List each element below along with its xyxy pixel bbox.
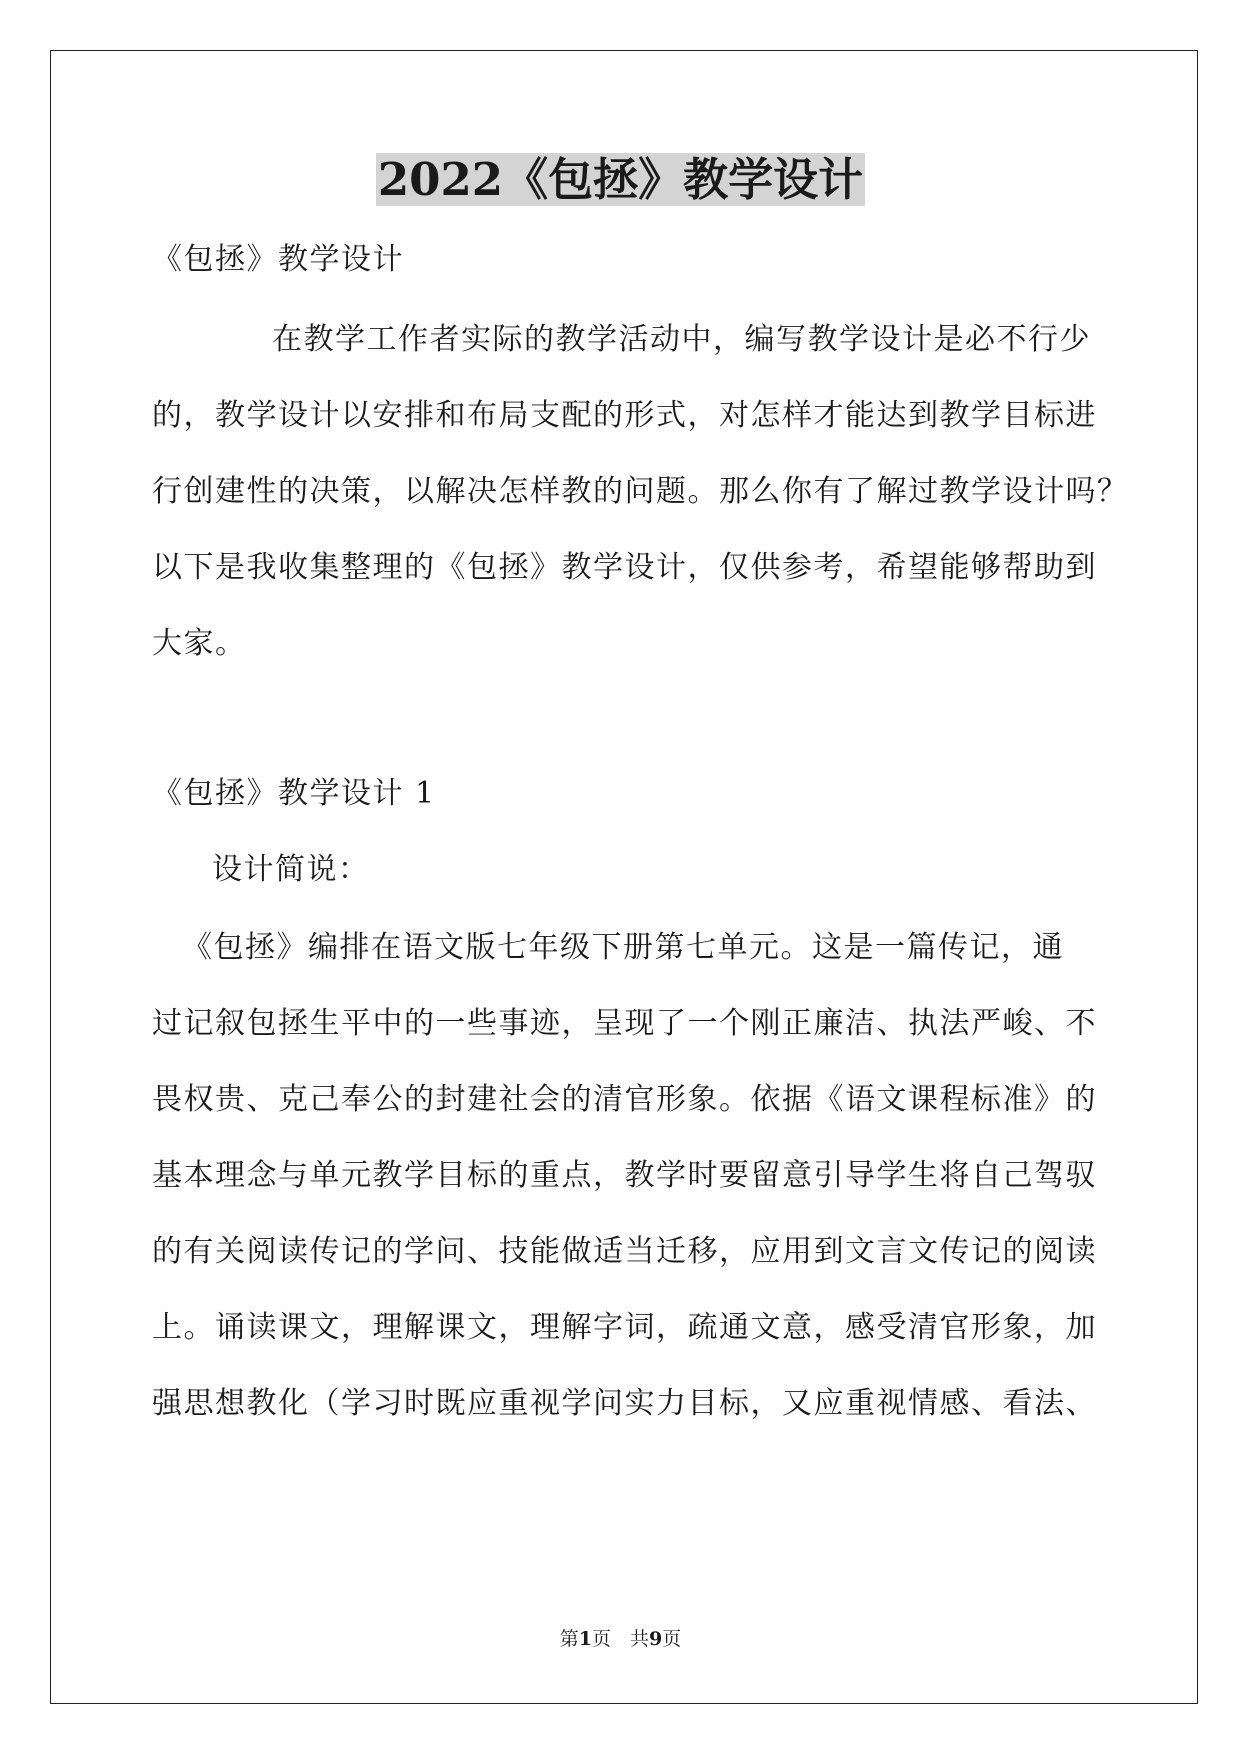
footer-middle: 页 共 [591, 1628, 649, 1650]
intro-heading: 《包拯》教学设计 [152, 242, 404, 277]
section-line-1: 《包拯》编排在语文版七年级下册第七单元。这是一篇传记，通 [182, 930, 1064, 965]
section-line-6: 上。诵读课文，理解课文，理解字词，疏通文意，感受清官形象，加 [152, 1310, 1097, 1345]
section-line-3: 畏权贵、克己奉公的封建社会的清官形象。依据《语文课程标准》的 [152, 1082, 1097, 1117]
section-subheading: 设计简说： [212, 852, 370, 887]
footer-prefix: 第 [559, 1628, 579, 1650]
intro-line-3: 行创建性的决策，以解决怎样教的问题。那么你有了解过教学设计吗？ [152, 474, 1129, 509]
intro-line-5: 大家。 [152, 626, 247, 661]
section-line-4: 基本理念与单元教学目标的重点，教学时要留意引导学生将自己驾驭 [152, 1158, 1097, 1193]
intro-line-2: 的，教学设计以安排和布局支配的形式，对怎样才能达到教学目标进 [152, 398, 1097, 433]
total-page-count: 9 [649, 1628, 663, 1650]
intro-line-1: 在教学工作者实际的教学活动中，编写教学设计是必不行少 [272, 322, 1091, 357]
page-number-footer [0, 1626, 1241, 1652]
section-heading: 《包拯》教学设计 1 [152, 776, 436, 811]
intro-line-4: 以下是我收集整理的《包拯》教学设计，仅供参考，希望能够帮助到 [152, 550, 1097, 585]
document-title [0, 150, 1241, 210]
current-page-number: 1 [578, 1628, 592, 1650]
section-line-7: 强思想教化（学习时既应重视学问实力目标，又应重视情感、看法、 [152, 1386, 1097, 1421]
footer-suffix: 页 [662, 1628, 682, 1650]
document-title-text: 2022《包拯》教学设计 [377, 153, 864, 206]
section-line-5: 的有关阅读传记的学问、技能做适当迁移，应用到文言文传记的阅读 [152, 1234, 1097, 1269]
section-line-2: 过记叙包拯生平中的一些事迹，呈现了一个刚正廉洁、执法严峻、不 [152, 1006, 1097, 1041]
